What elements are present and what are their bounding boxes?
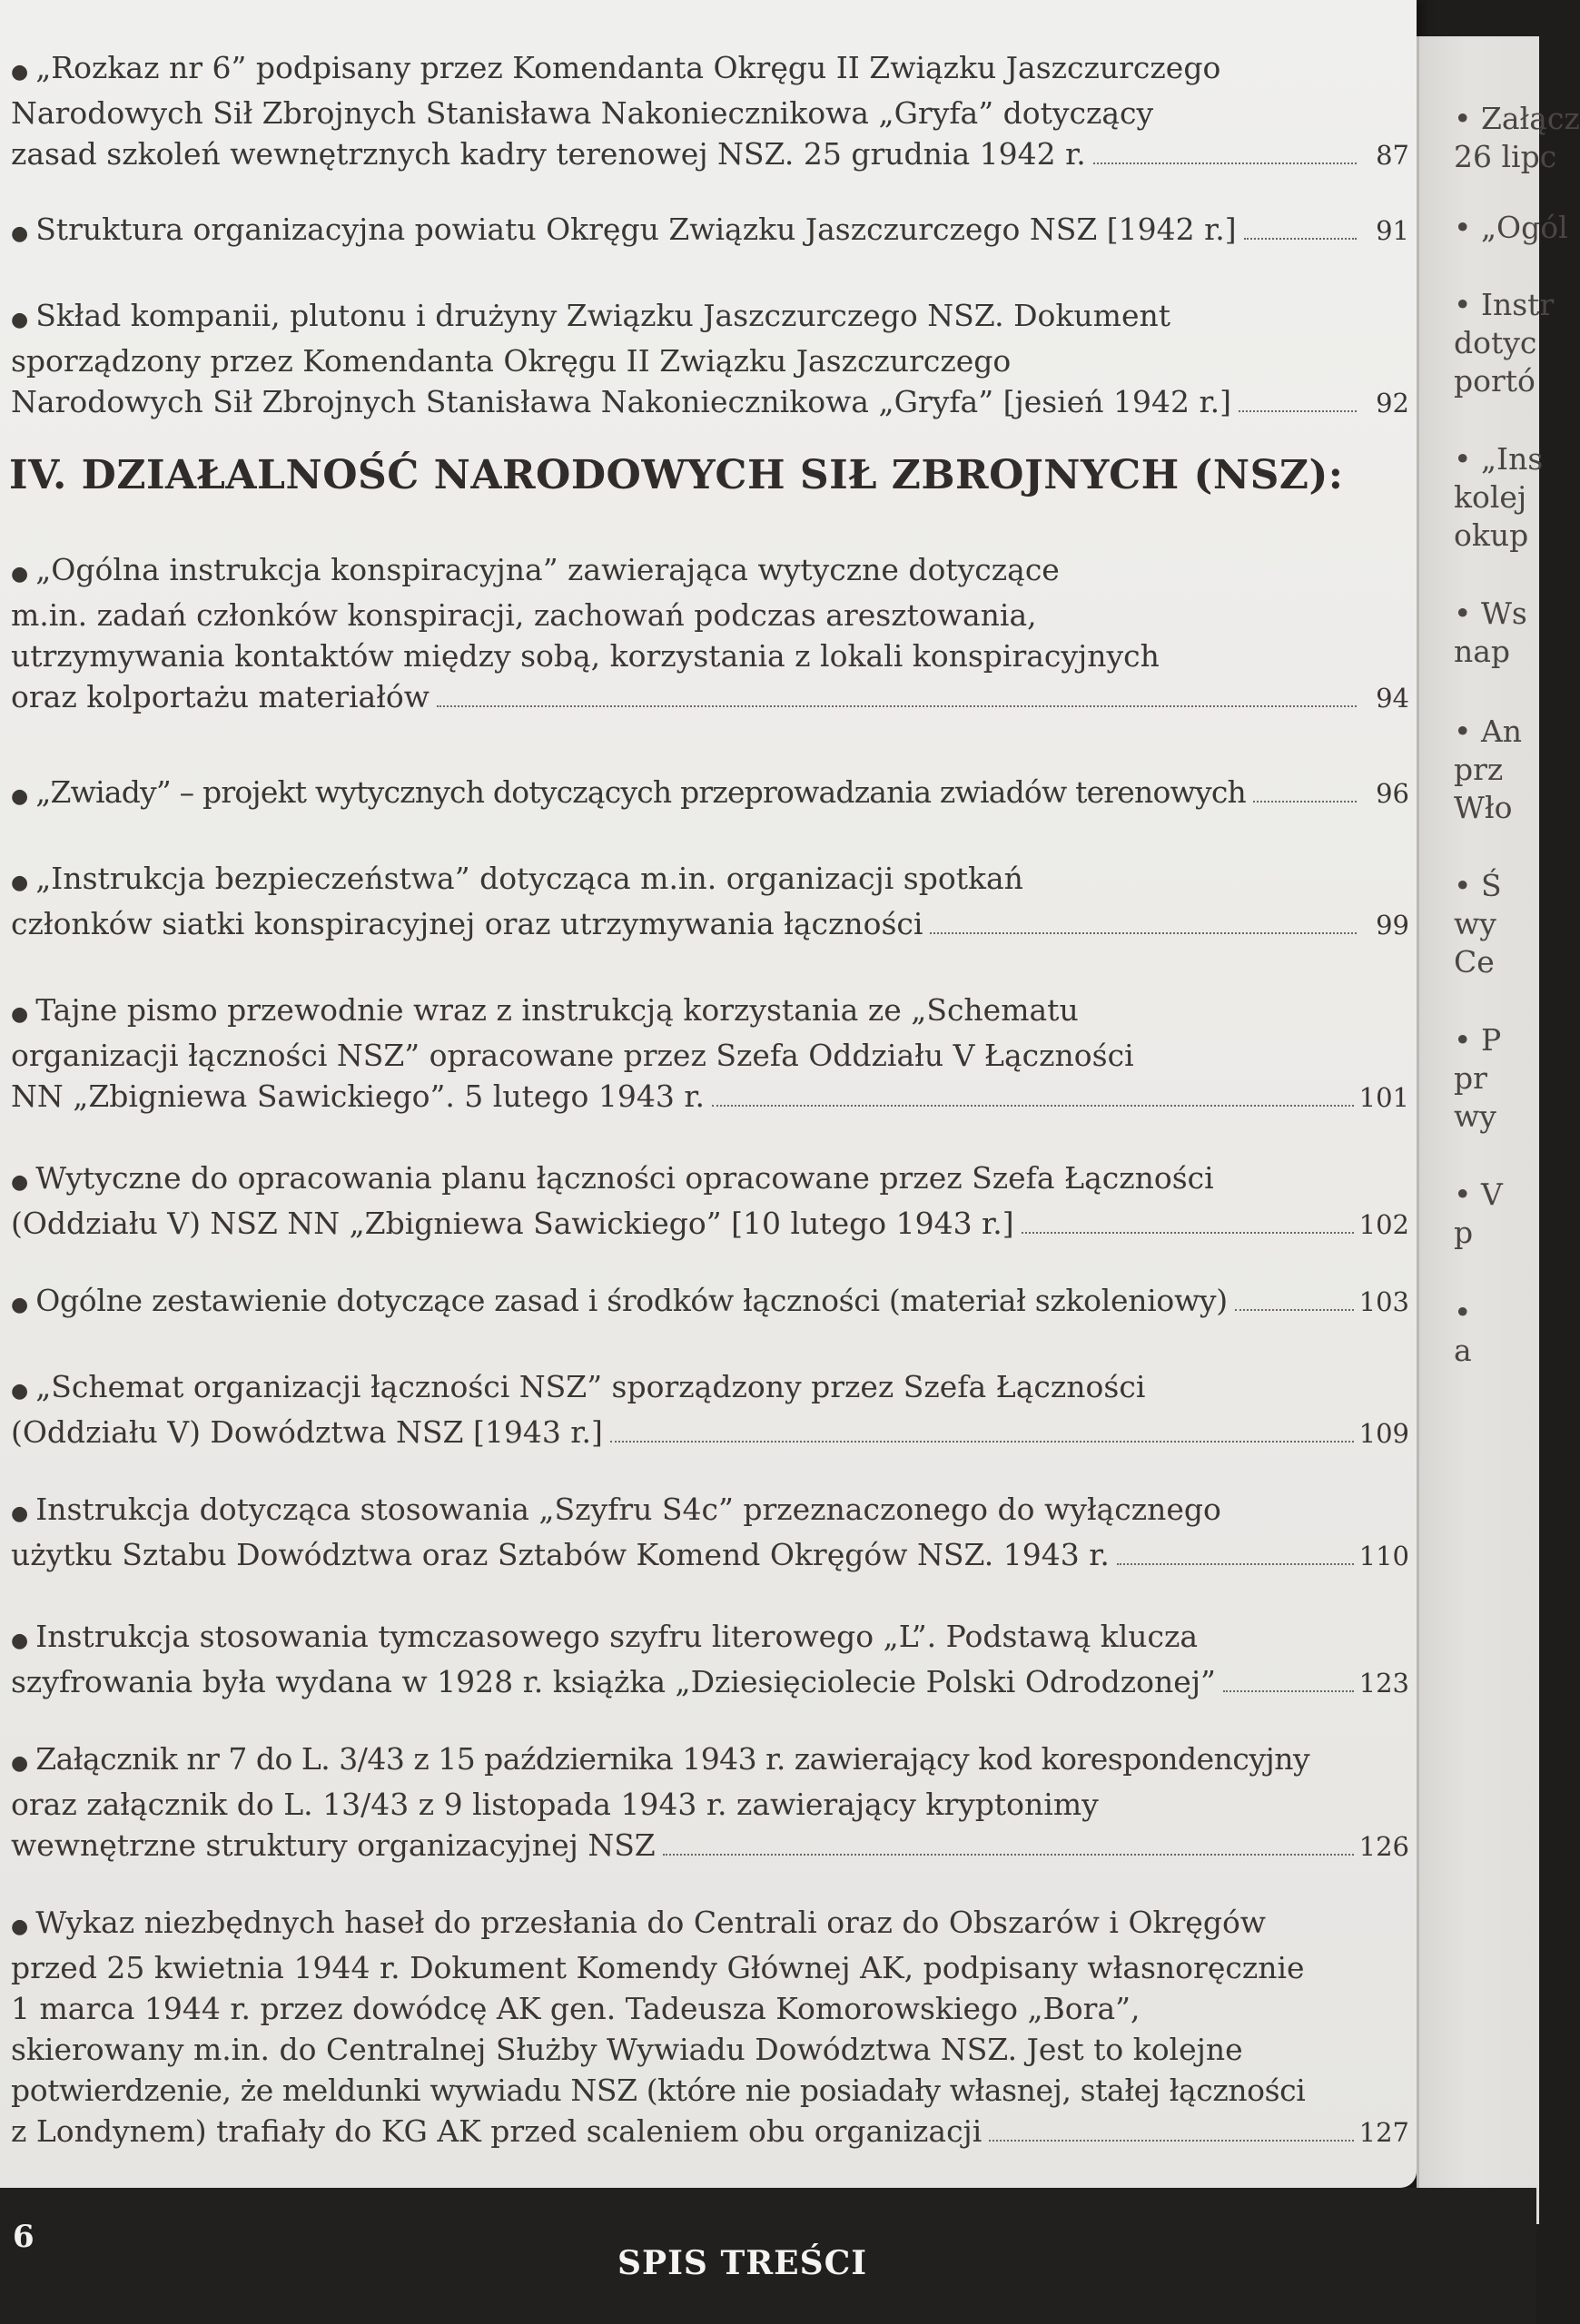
bullet-icon: ● xyxy=(11,1502,29,1525)
toc-entry: ● Wykaz niezbędnych haseł do przesłania do Centrali oraz do Obszarów i Okręgów przed 25 kwietnia 1944 r. Dokument Komendy Głównej AK, podpisany własnoręcznie 1 marca 1944 r. przez dowódcę AK gen. Tadeusza Komorowskiego „Bora”, skierowany m.in. do Centralnej Służby Wywiadu Dowództwa NSZ. Jest to kolejne potwierdzenie, że meldunki wywiadu NSZ (które nie posiadały własnej, stałej łączności z Londynem) trafiały do KG AK przed scaleniem obu organizacji 127 xyxy=(11,1902,1409,2153)
adjacent-page-text: • xyxy=(1454,1295,1472,1330)
toc-entry: ● Ogólne zestawienie dotyczące zasad i środków łączności (materiał szkoleniowy) 103 xyxy=(11,1280,1409,1325)
adjacent-page-text: • Instr xyxy=(1454,287,1555,322)
adjacent-page-text: 26 lipc xyxy=(1454,139,1557,174)
page-number: 110 xyxy=(1358,1541,1409,1571)
page-number: 87 xyxy=(1376,140,1409,171)
section-heading: IV. DZIAŁALNOŚĆ NARODOWYCH SIŁ ZBROJNYCH (NSZ): xyxy=(9,452,1344,498)
adjacent-page-text: Ce xyxy=(1454,944,1495,980)
dot-leader xyxy=(1223,1690,1354,1692)
dot-leader xyxy=(437,705,1357,707)
page-number: 96 xyxy=(1376,778,1409,809)
dot-leader xyxy=(1022,1232,1354,1234)
toc-entry: ● Instrukcja dotycząca stosowania „Szyfru S4c” przeznaczonego do wyłącznego użytku Sztabu Dowództwa oraz Sztabów Komend Okręgów NSZ. 1943 r. 110 xyxy=(11,1489,1409,1577)
bullet-icon: ● xyxy=(11,1915,29,1938)
bullet-icon: ● xyxy=(11,785,29,808)
dot-leader xyxy=(1239,410,1357,412)
adjacent-page-text: prz xyxy=(1454,752,1504,787)
bullet-icon: ● xyxy=(11,1752,29,1775)
page-number: 103 xyxy=(1358,1286,1409,1317)
bullet-icon: ● xyxy=(11,563,29,586)
adjacent-page-text: p xyxy=(1454,1215,1474,1250)
dot-leader xyxy=(712,1105,1354,1107)
bullet-icon: ● xyxy=(11,1294,29,1316)
dot-leader xyxy=(663,1854,1354,1856)
page-number: 102 xyxy=(1358,1209,1409,1240)
dot-leader xyxy=(1093,162,1357,164)
footer-title: SPIS TREŚCI xyxy=(617,2244,868,2282)
bullet-icon: ● xyxy=(11,1003,29,1026)
adjacent-page-text: Wło xyxy=(1454,790,1513,825)
page-number: 109 xyxy=(1358,1418,1409,1449)
page-number: 126 xyxy=(1358,1831,1409,1862)
adjacent-page-text: dotyc xyxy=(1454,325,1537,360)
adjacent-page-text: • Ś xyxy=(1454,868,1502,903)
adjacent-page-text: portó xyxy=(1454,363,1536,399)
adjacent-page-text: wy xyxy=(1454,1098,1496,1134)
page-number: 99 xyxy=(1376,910,1409,940)
dot-leader xyxy=(930,932,1357,934)
toc-entry: ● Załącznik nr 7 do L. 3/43 z 15 października 1943 r. zawierający kod korespondencyjny oraz załącznik do L. 13/43 z 9 listopada 1943 r. zawierający kryptonimy wewnętrzne struktury organizacyjnej NSZ 126 xyxy=(11,1738,1409,1867)
page-number: 123 xyxy=(1358,1668,1409,1699)
bullet-icon: ● xyxy=(11,872,29,894)
adjacent-page-text: • „Ogól xyxy=(1454,210,1568,245)
adjacent-page-text: pr xyxy=(1454,1060,1487,1096)
bullet-icon: ● xyxy=(11,309,29,331)
toc-entry: ● „Zwiady” – projekt wytycznych dotyczących przeprowadzania zwiadów terenowych 96 xyxy=(11,772,1409,817)
bullet-icon: ● xyxy=(11,1380,29,1403)
dot-leader xyxy=(1235,1309,1354,1311)
dot-leader xyxy=(1253,801,1357,803)
bullet-icon: ● xyxy=(11,1171,29,1194)
adjacent-page-text: • P xyxy=(1454,1022,1502,1058)
page-number: 92 xyxy=(1376,388,1409,419)
dot-leader xyxy=(1244,238,1357,240)
toc-entry: ● „Rozkaz nr 6” podpisany przez Komendanta Okręgu II Związku Jaszczurczego Narodowych Sił Zbrojnych Stanisława Nakoniecznikowa „Gryfa” dotyczący zasad szkoleń wewnętrznych kadry terenowej NSZ. 25 grudnia 1942 r. 87 xyxy=(11,47,1409,176)
page-number: 127 xyxy=(1358,2117,1409,2148)
bullet-icon: ● xyxy=(11,61,29,84)
bullet-icon: ● xyxy=(11,222,29,245)
adjacent-page-text: • V xyxy=(1454,1177,1503,1212)
adjacent-page-text: • Ws xyxy=(1454,596,1527,631)
page-number: 101 xyxy=(1358,1082,1409,1113)
adjacent-page-text: okup xyxy=(1454,517,1529,553)
dot-leader xyxy=(1117,1563,1354,1565)
adjacent-page-text: a xyxy=(1454,1333,1472,1368)
toc-entry: ● Wytyczne do opracowania planu łączności opracowane przez Szefa Łączności (Oddziału V) NSZ NN „Zbigniewa Sawickiego” [10 lutego 1943 r.] 102 xyxy=(11,1157,1409,1246)
toc-entry: ● Skład kompanii, plutonu i drużyny Związku Jaszczurczego NSZ. Dokument sporządzony przez Komendanta Okręgu II Związku Jaszczurczego Narodowych Sił Zbrojnych Stanisława Nakoniecznikowa „Gryfa” [jesień 1942 r.] 92 xyxy=(11,295,1409,424)
adjacent-page-text: • An xyxy=(1454,714,1523,749)
page-number: 94 xyxy=(1376,683,1409,714)
adjacent-page-text: • Załącz xyxy=(1454,101,1580,136)
adjacent-page-text: nap xyxy=(1454,634,1511,669)
page-number: 91 xyxy=(1376,215,1409,246)
dot-leader xyxy=(989,2140,1353,2142)
toc-entry: ● Tajne pismo przewodnie wraz z instrukcją korzystania ze „Schematu organizacji łączności NSZ” opracowane przez Szefa Oddziału V Łączności NN „Zbigniewa Sawickiego”. 5 lutego 1943 r. 101 xyxy=(11,990,1409,1118)
adjacent-page-text: kolej xyxy=(1454,479,1527,515)
toc-entry: ● „Instrukcja bezpieczeństwa” dotycząca m.in. organizacji spotkań członków siatki konspiracyjnej oraz utrzymywania łączności 99 xyxy=(11,858,1409,946)
toc-entry: ● „Schemat organizacji łączności NSZ” sporządzony przez Szefa Łączności (Oddziału V) Dowództwa NSZ [1943 r.] 109 xyxy=(11,1366,1409,1454)
bullet-icon: ● xyxy=(11,1630,29,1652)
toc-entry: ● Instrukcja stosowania tymczasowego szyfru literowego „L”. Podstawą klucza szyfrowania była wydana w 1928 r. książka „Dziesięciolecie Polski Odrodzonej” 123 xyxy=(11,1616,1409,1704)
page-number-footer: 6 xyxy=(13,2219,35,2255)
toc-entry: ● Struktura organizacyjna powiatu Okręgu Związku Jaszczurczego NSZ [1942 r.] 91 xyxy=(11,209,1409,254)
dot-leader xyxy=(610,1441,1354,1443)
adjacent-page-edge xyxy=(1417,36,1580,2224)
adjacent-page-text: • „Ins xyxy=(1454,441,1544,477)
adjacent-page-text: wy xyxy=(1454,906,1496,941)
toc-entry: ● „Ogólna instrukcja konspiracyjna” zawierająca wytyczne dotyczące m.in. zadań członków konspiracji, zachowań podczas aresztowania, utrzymywania kontaktów między sobą, korzystania z lokali konspiracyjnych oraz kolportażu materiałów 94 xyxy=(11,549,1409,719)
